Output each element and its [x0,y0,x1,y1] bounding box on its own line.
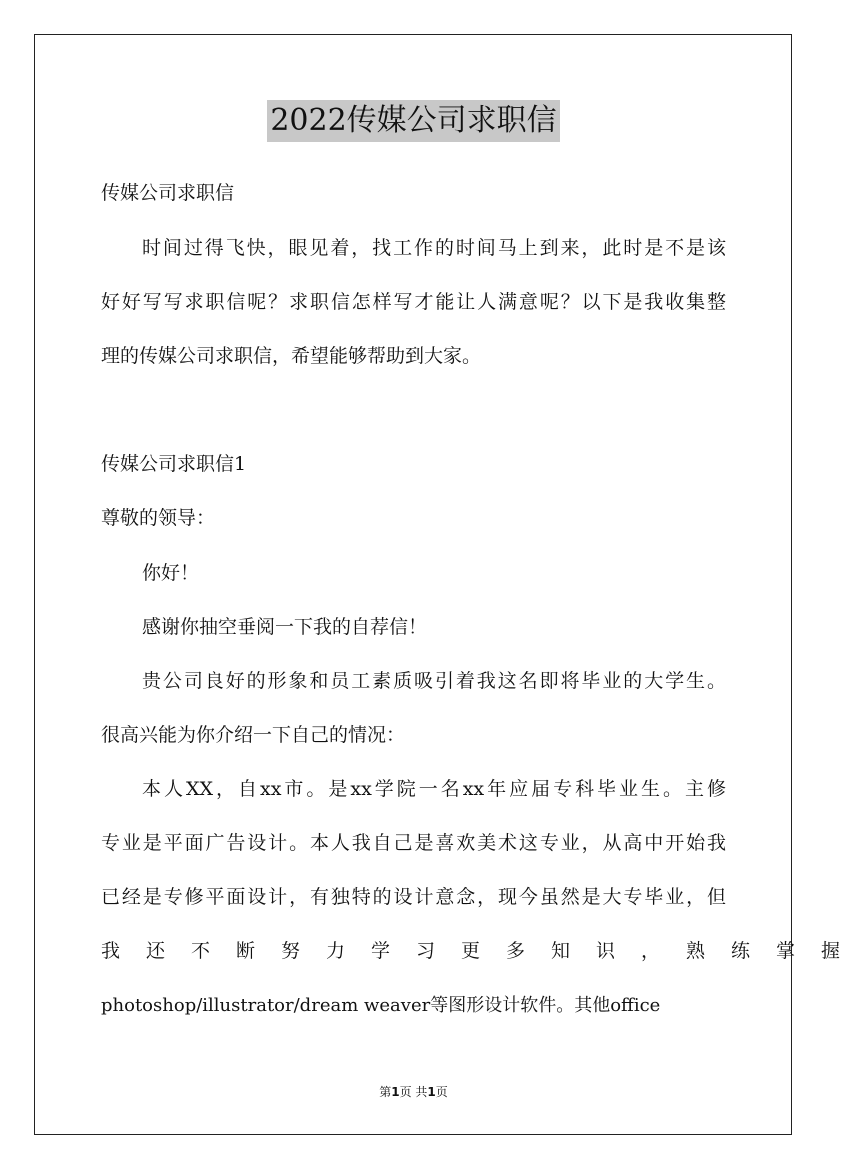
body-line-1: 贵公司良好的形象和员工素质吸引着我这名即将毕业的大学生。 [142,670,726,692]
document-title: 2022传媒公司求职信 [267,100,559,142]
page-footer [0,1083,827,1101]
body-line-2: 很高兴能为你介绍一下自己的情况： [101,724,406,746]
body-line-6: 我还不断努力学习更多知识，熟练掌握 [101,940,866,962]
greeting: 你好！ [142,562,200,584]
document-subtitle: 传媒公司求职信 [101,182,235,204]
footer-page-current: 1 [391,1085,400,1099]
body-line-3: 本人XX，自xx市。是xx学院一名xx年应届专科毕业生。主修 [142,778,726,800]
footer-page-suffix: 页 [435,1085,448,1099]
intro-line-3: 理的传媒公司求职信，希望能够帮助到大家。 [101,345,482,367]
footer-page-prefix: 第 [379,1085,392,1099]
body-line-7: photoshop/illustrator/dream weaver等图形设计软件。其他office [101,995,661,1016]
intro-line-2: 好好写写求职信呢？求职信怎样写才能让人满意呢？以下是我收集整 [101,291,726,313]
salutation: 尊敬的领导： [101,507,216,529]
intro-line-1: 时间过得飞快，眼见着，找工作的时间马上到来，此时是不是该 [142,237,726,259]
title-container [0,100,827,142]
section-heading: 传媒公司求职信1 [101,453,247,475]
body-line-5: 已经是专修平面设计，有独特的设计意念，现今虽然是大专毕业，但 [101,886,726,908]
body-line-4: 专业是平面广告设计。本人我自己是喜欢美术这专业，从高中开始我 [101,832,726,854]
thanks-line: 感谢你抽空垂阅一下我的自荐信！ [142,616,428,638]
footer-page-mid: 页 共 [399,1085,428,1099]
footer-page-total: 1 [427,1085,436,1099]
